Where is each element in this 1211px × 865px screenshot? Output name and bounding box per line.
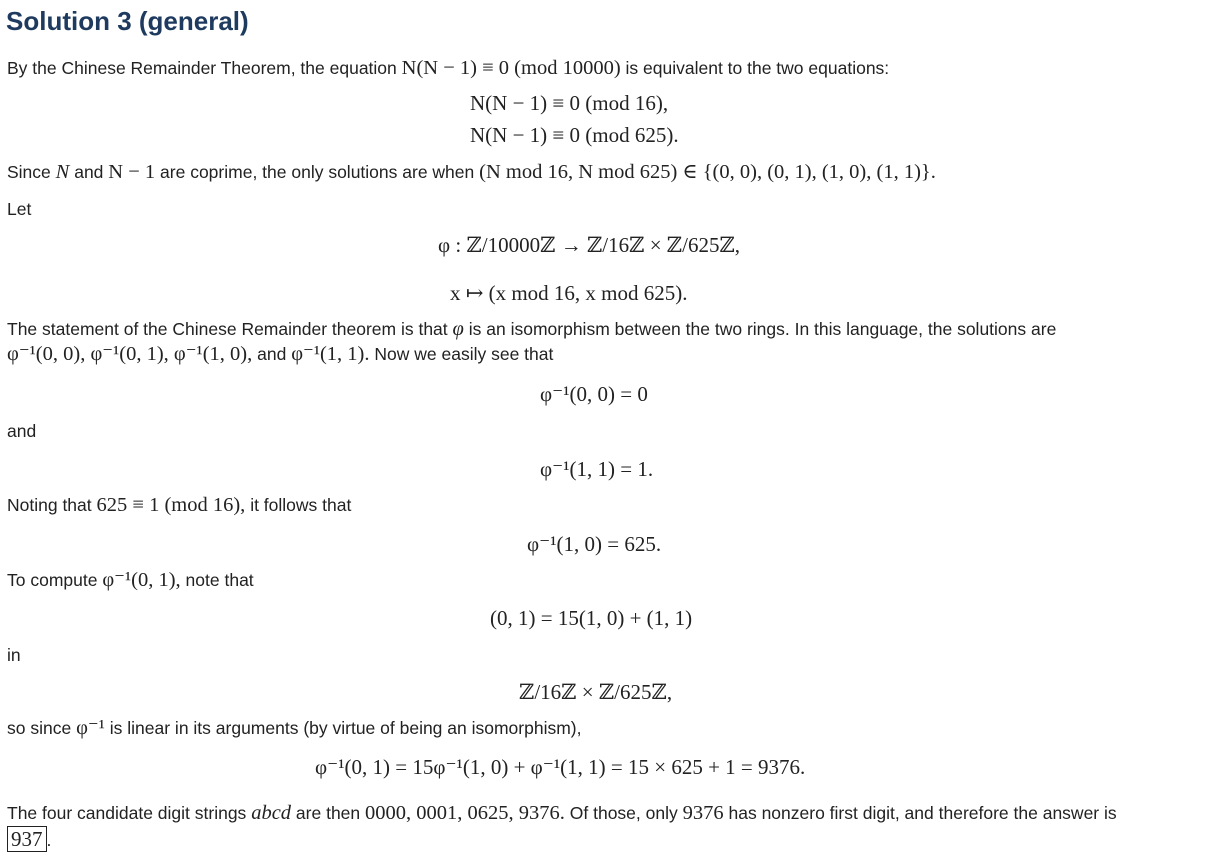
inline-math: φ⁻¹(1, 1). <box>291 343 370 365</box>
text: has nonzero first digit, and therefore the answer is <box>728 803 1117 823</box>
text: it follows that <box>250 495 352 515</box>
text: are coprime, the only solutions are when <box>160 162 475 182</box>
paragraph-intro <box>7 57 889 79</box>
text: and <box>74 162 104 182</box>
inline-math: 0000, 0001, 0625, 9376. <box>365 802 565 824</box>
paragraph-in: in <box>7 645 21 665</box>
paragraph-answer <box>7 828 51 851</box>
text: Since <box>7 162 51 182</box>
inline-math: N − 1 <box>108 161 156 183</box>
inline-math: abcd <box>251 802 292 824</box>
text: are then <box>295 803 361 823</box>
inline-math: N <box>55 161 70 183</box>
display-equation-mod16: N(N − 1) ≡ 0 (mod 16), <box>470 91 669 115</box>
text: Noting that <box>7 495 92 515</box>
display-equation-map: φ : ℤ/10000ℤ → ℤ/16ℤ × ℤ/625ℤ, <box>438 233 741 257</box>
display-equation-phi10: φ⁻¹(1, 0) = 625. <box>527 532 662 556</box>
text: is equivalent to the two equations: <box>625 58 890 78</box>
paragraph-compute <box>7 569 254 591</box>
text: The four candidate digit strings <box>7 803 247 823</box>
display-equation-map-def: x ↦ (x mod 16, x mod 625). <box>450 281 688 305</box>
display-equation-ring: ℤ/16ℤ × ℤ/625ℤ, <box>519 680 673 704</box>
inline-math: (N mod 16, N mod 625) ∈ {(0, 0), (0, 1), (1, 0), (1, 1)}. <box>479 161 936 183</box>
display-equation-mod625: N(N − 1) ≡ 0 (mod 625). <box>470 123 679 147</box>
paragraph-coprime <box>7 161 936 183</box>
text: note that <box>185 570 254 590</box>
text: Of those, only <box>569 803 678 823</box>
inline-math: φ⁻¹(0, 1), <box>102 569 181 591</box>
paragraph-crt-statement <box>7 318 1056 340</box>
text: . <box>46 830 52 850</box>
paragraph-noting <box>7 494 351 516</box>
text: The statement of the Chinese Remainder theorem is that <box>7 319 448 339</box>
paragraph-crt-solutions <box>7 343 553 365</box>
display-equation-phi11: φ⁻¹(1, 1) = 1. <box>540 457 654 481</box>
paragraph-let: Let <box>7 199 32 219</box>
inline-math: φ⁻¹ <box>76 717 105 739</box>
text: so since <box>7 718 72 738</box>
text: By the Chinese Remainder Theorem, the equation <box>7 58 397 78</box>
text: is linear in its arguments (by virtue of being an isomorphism), <box>109 718 582 738</box>
inline-math: 9376 <box>682 802 724 824</box>
paragraph-conclusion <box>7 802 1117 824</box>
inline-math: 625 ≡ 1 (mod 16), <box>96 494 246 516</box>
boxed-answer: 937 <box>7 826 47 852</box>
display-equation-decomposition: (0, 1) = 15(1, 0) + (1, 1) <box>490 606 693 630</box>
inline-math: φ⁻¹(0, 0), φ⁻¹(0, 1), φ⁻¹(1, 0), <box>7 343 253 365</box>
text: Now we easily see that <box>374 344 554 364</box>
paragraph-and: and <box>7 421 37 441</box>
paragraph-linear <box>7 717 582 739</box>
display-equation-phi00: φ⁻¹(0, 0) = 0 <box>540 382 648 406</box>
text: is an isomorphism between the two rings. In this language, the solutions are <box>468 319 1057 339</box>
inline-math: φ <box>452 318 464 340</box>
inline-math: N(N − 1) ≡ 0 (mod 10000) <box>401 57 621 79</box>
page-title: Solution 3 (general) <box>6 6 249 36</box>
text: To compute <box>7 570 98 590</box>
text: and <box>257 344 287 364</box>
display-equation-final-computation: φ⁻¹(0, 1) = 15φ⁻¹(1, 0) + φ⁻¹(1, 1) = 15 × 625 + 1 = 9376. <box>315 755 806 779</box>
